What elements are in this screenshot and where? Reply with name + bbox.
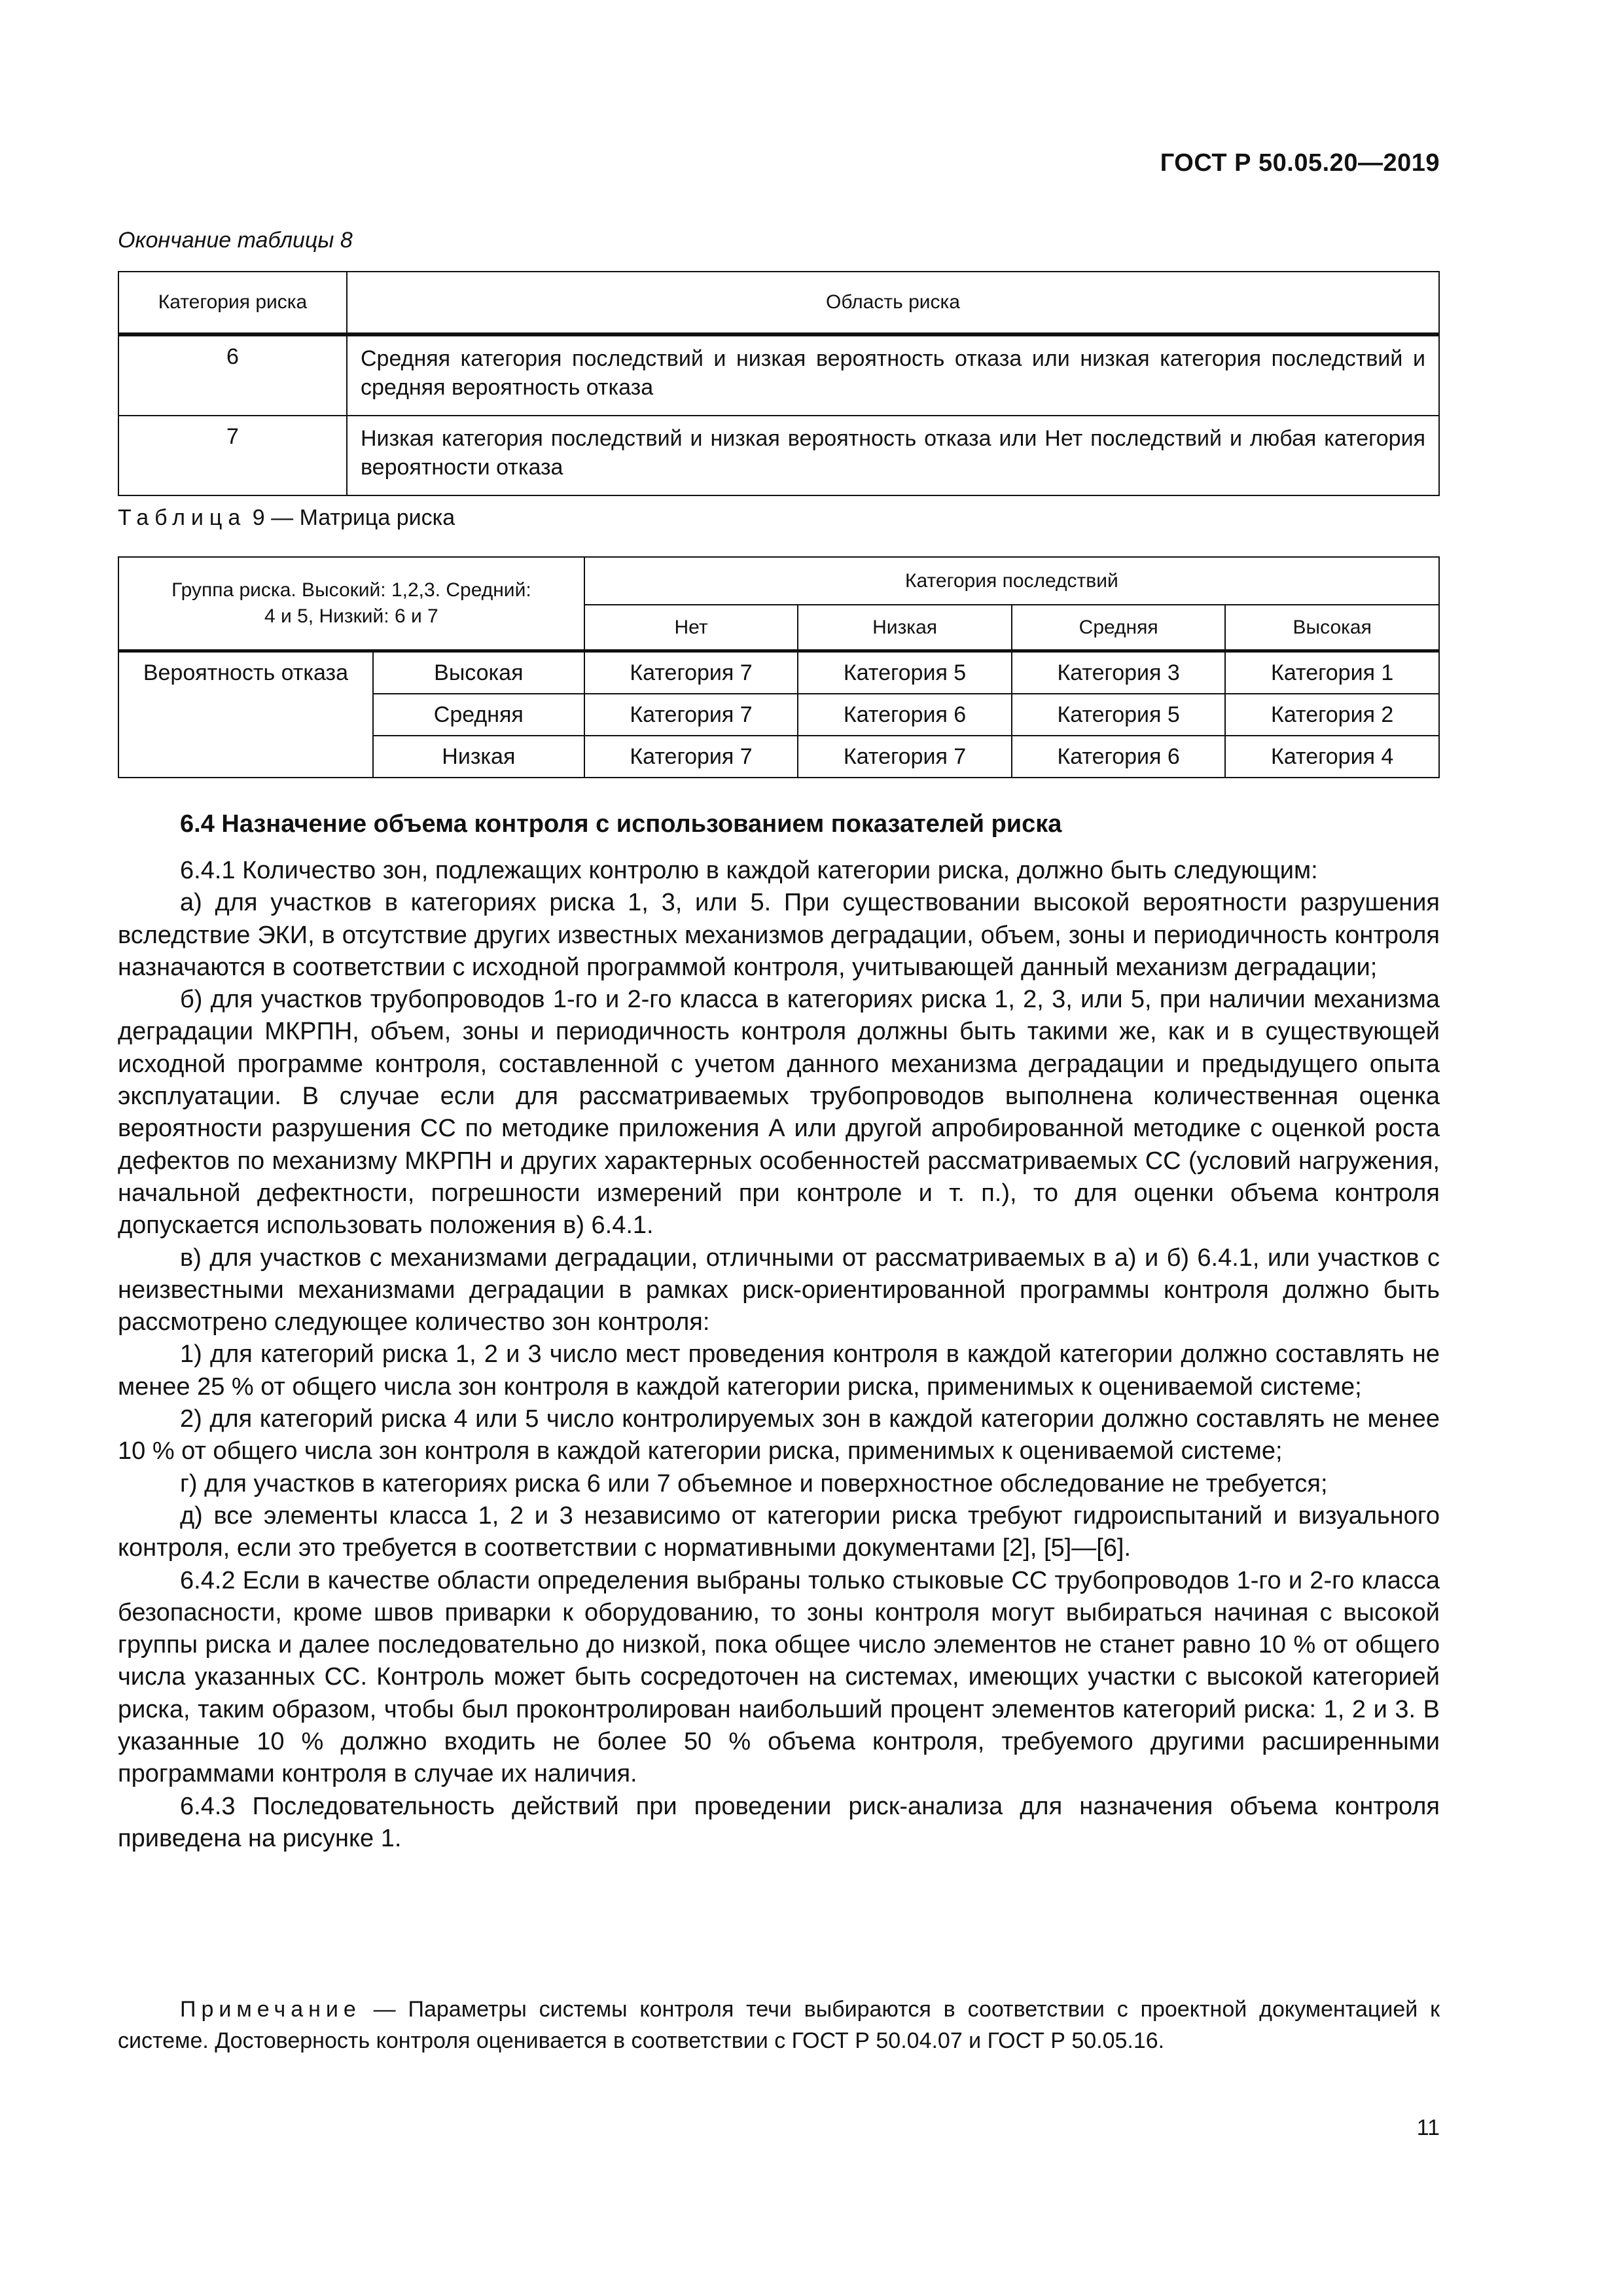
- table8-category-cell: 6: [118, 334, 347, 416]
- table-9-risk-matrix: [118, 556, 1440, 778]
- note-label: Примечание: [180, 1997, 361, 2022]
- table9-risk-category-cell: Категория 4: [1225, 736, 1439, 778]
- document-page: [118, 0, 1440, 2296]
- table9-consequence-level: Высокая: [1225, 605, 1439, 651]
- paragraph: б) для участков трубопроводов 1-го и 2-го класса в категориях риска 1, 2, 3, или 5, при наличии механизма деградации МКРПН, объем, зоны и периодичность контроля должны быть такими же, как и в существующей исходной программе контроля, составленной с учетом данного механизма деградации и предыдущего опыта эксплуатации. В случае если для рассматриваемых трубопроводов выполнена количественная оценка вероятности разрушения СС по методике приложения А или другой апробированной методике с оценкой роста дефектов по механизму МКРПН и других характерных особенностей рассматриваемых СС (условий нагружения, начальной дефектности, погрешности измерений при контроле и т. п.), то для оценки объема контроля допускается использовать положения в) 6.4.1.: [118, 986, 1440, 1240]
- table9-risk-category-cell: Категория 7: [584, 736, 798, 778]
- table9-consequence-level: Нет: [584, 605, 798, 651]
- table9-risk-category-cell: Категория 6: [1012, 736, 1226, 778]
- table8-header-row: [118, 272, 1439, 334]
- table8-area-cell: Низкая категория последствий и низкая вероятность отказа или Нет последствий и любая категория вероятности отказа: [347, 416, 1439, 495]
- table9-consequence-level: Средняя: [1012, 605, 1226, 651]
- table9-group-header: [118, 557, 584, 651]
- table9-header-row: [118, 557, 1439, 605]
- section-body: [118, 855, 1440, 1855]
- table8-header-category: Категория риска: [118, 272, 347, 334]
- table9-risk-category-cell: Категория 5: [1012, 694, 1226, 736]
- note-paragraph: [118, 1994, 1440, 2056]
- table9-probability-level: Низкая: [373, 736, 584, 778]
- section-title: 6.4 Назначение объема контроля с использованием показателей риска: [180, 810, 1062, 838]
- note: [118, 1994, 1440, 2056]
- table-row: [118, 334, 1439, 416]
- table8-continuation-caption: Окончание таблицы 8: [118, 228, 353, 253]
- table-row: [118, 651, 1439, 694]
- table9-probability-label: Вероятность отказа: [118, 651, 373, 778]
- table-8: [118, 271, 1440, 496]
- table9-risk-category-cell: Категория 1: [1225, 651, 1439, 694]
- paragraph: в) для участков с механизмами деградации, отличными от рассматриваемых в а) и б) 6.4.1, или участков с неизвестными механизмами деградации в рамках риск-ориентированной программы контроля должно быть рассмотрено следующее количество зон контроля:: [118, 1244, 1440, 1336]
- table9-probability-level: Высокая: [373, 651, 584, 694]
- paragraph: 6.4.2 Если в качестве области определения выбраны только стыковые СС трубопроводов 1-го и 2-го класса безопасности, кроме швов приварки к оборудованию, то зоны контроля могут выбираться начиная с высокой группы риска и далее последовательно до низкой, пока общее число элементов не станет равно 10 % от общего числа указанных СС. Контроль может быть сосредоточен на системах, имеющих участки с высокой категорией риска, таким образом, чтобы был проконтролирован наибольший процент элементов категорий риска: 1, 2 и 3. В указанные 10 % должно входить не более 50 % объема контроля, требуемого другими расширенными программами контроля в случае их наличия.: [118, 1566, 1440, 1788]
- table9-consequence-header: Категория последствий: [584, 557, 1439, 605]
- note-text: — Параметры системы контроля течи выбираются в соответствии с проектной документацией к системе. Достоверность контроля оценивается в соответствии с ГОСТ Р 50.04.07 и ГОСТ Р 50.05.16.: [118, 1997, 1440, 2053]
- paragraph: д) все элементы класса 1, 2 и 3 независимо от категории риска требуют гидроиспытаний и визуального контроля, если это требуется в соответствии с нормативными документами [2], [5]—[6].: [118, 1501, 1440, 1562]
- table9-caption: [118, 505, 455, 531]
- page-number: 11: [1416, 2115, 1440, 2140]
- table9-risk-category-cell: Категория 7: [798, 736, 1012, 778]
- table8-header-area: Область риска: [347, 272, 1439, 334]
- table9-risk-category-cell: Категория 5: [798, 651, 1012, 694]
- standard-number: ГОСТ Р 50.05.20—2019: [1160, 149, 1440, 177]
- table8-area-cell: Средняя категория последствий и низкая вероятность отказа или низкая категория последствий и средняя вероятность отказа: [347, 334, 1439, 416]
- paragraph: 2) для категорий риска 4 или 5 число контролируемых зон в каждой категории должно составлять не менее 10 % от общего числа зон контроля в каждой категории риска, применимых к оцениваемой системе;: [118, 1405, 1440, 1465]
- table9-risk-category-cell: Категория 7: [584, 694, 798, 736]
- table9-consequence-level: Низкая: [798, 605, 1012, 651]
- table8-category-cell: 7: [118, 416, 347, 495]
- table9-caption-label: Таблица: [118, 505, 247, 530]
- table9-risk-category-cell: Категория 2: [1225, 694, 1439, 736]
- table9-risk-category-cell: Категория 7: [584, 651, 798, 694]
- paragraph: а) для участков в категориях риска 1, 3, или 5. При существовании высокой вероятности разрушения вследствие ЭКИ, в отсутствие других известных механизмов деградации, объем, зоны и периодичность контроля назначаются в соответствии с исходной программой контроля, учитывающей данный механизм деградации;: [118, 889, 1440, 981]
- table-row: [118, 416, 1439, 495]
- paragraph: 6.4.1 Количество зон, подлежащих контролю в каждой категории риска, должно быть следующим:: [180, 857, 1318, 884]
- table9-risk-category-cell: Категория 6: [798, 694, 1012, 736]
- table9-probability-level: Средняя: [373, 694, 584, 736]
- paragraph: 6.4.3 Последовательность действий при проведении риск-анализа для назначения объема контроля приведена на рисунке 1.: [118, 1792, 1440, 1852]
- table9-risk-category-cell: Категория 3: [1012, 651, 1226, 694]
- paragraph: 1) для категорий риска 1, 2 и 3 число мест проведения контроля в каждой категории должно составлять не менее 25 % от общего числа зон контроля в каждой категории риска, применимых к оцениваемой системе;: [118, 1340, 1440, 1401]
- table9-group-header-text: Группа риска. Высокий: 1,2,3. Средний: 4 и 5, Низкий: 6 и 7: [171, 579, 531, 627]
- paragraph: г) для участков в категориях риска 6 или 7 объемное и поверхностное обследование не требуется;: [180, 1469, 1328, 1498]
- table9-caption-title: 9 — Матрица риска: [252, 505, 455, 530]
